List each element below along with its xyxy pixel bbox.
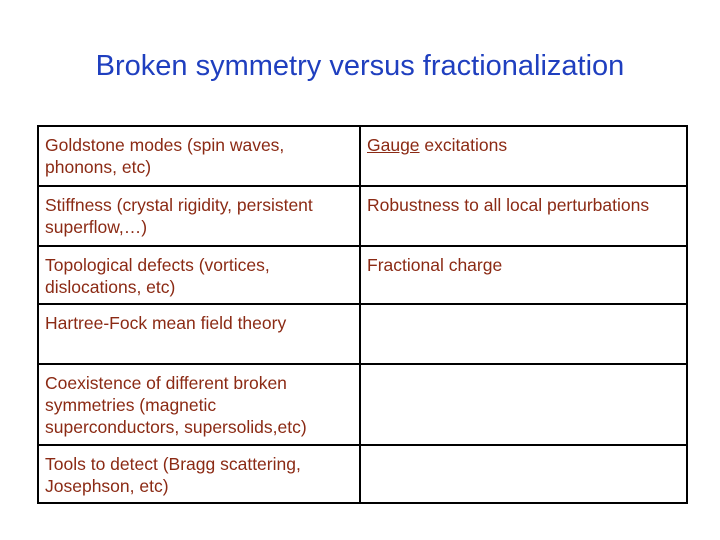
broken-symmetry-cell: Tools to detect (Bragg scattering, Josephson, etc) (38, 445, 360, 503)
broken-symmetry-cell: Goldstone modes (spin waves, phonons, etc) (38, 126, 360, 186)
slide-title: Broken symmetry versus fractionalization (95, 50, 625, 82)
table-row (38, 186, 687, 246)
fractionalization-cell (360, 126, 687, 186)
fractionalization-cell: Robustness to all local perturbations (360, 186, 687, 246)
broken-symmetry-cell: Hartree-Fock mean field theory (38, 304, 360, 364)
excitations-text: excitations (419, 135, 508, 155)
fractionalization-cell (360, 364, 687, 445)
table-row (38, 246, 687, 304)
table-row (38, 304, 687, 364)
table-row (38, 364, 687, 445)
broken-symmetry-cell: Stiffness (crystal rigidity, persistent superflow,…) (38, 186, 360, 246)
broken-symmetry-cell: Topological defects (vortices, dislocations, etc) (38, 246, 360, 304)
fractionalization-cell (360, 445, 687, 503)
table-row (38, 445, 687, 503)
broken-symmetry-cell: Coexistence of different broken symmetries (magnetic superconductors, supersolids,etc) (38, 364, 360, 445)
fractionalization-cell (360, 304, 687, 364)
gauge-link-text: Gauge (367, 135, 420, 155)
fractionalization-cell: Fractional charge (360, 246, 687, 304)
table-row (38, 126, 687, 186)
comparison-table (37, 125, 688, 504)
